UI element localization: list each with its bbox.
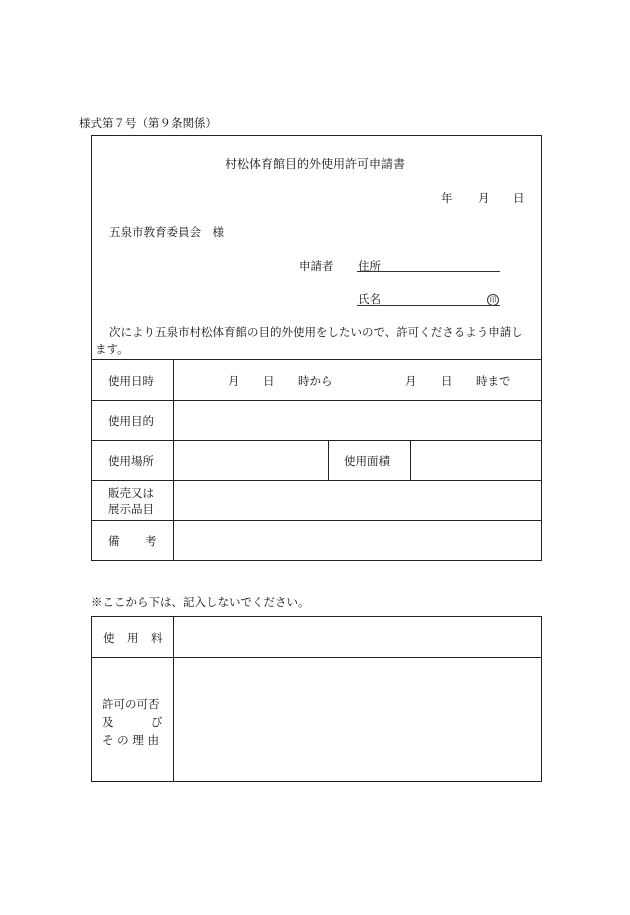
seal-mark: 印 — [487, 294, 499, 306]
from-time-label: 時から — [298, 374, 333, 388]
name-label: 氏名 — [358, 292, 381, 306]
label-column-divider — [173, 616, 174, 782]
use-datetime-label: 使用日時 — [108, 374, 154, 388]
remarks-field[interactable] — [174, 521, 541, 560]
to-month-label: 月 — [405, 374, 417, 388]
applicant-label: 申請者 — [299, 259, 334, 273]
request-text-line1: 次により五泉市村松体育館の目的外使用をしたいので、許可くださるよう申請し — [109, 325, 523, 339]
from-day-label: 日 — [263, 374, 275, 388]
to-day-label: 日 — [441, 374, 453, 388]
from-month-label: 月 — [228, 374, 240, 388]
request-text-line2: ます。 — [95, 342, 129, 356]
place-field[interactable] — [174, 441, 328, 480]
addressee: 五泉市教育委員会 様 — [109, 225, 224, 239]
permit-label-line1: 許可の可否 — [102, 697, 160, 711]
sales-items-field[interactable] — [174, 481, 541, 520]
permit-label-line3: そ の 理 由 — [102, 733, 159, 747]
row-divider — [91, 657, 542, 658]
name-field[interactable] — [357, 305, 500, 306]
date-month-label: 月 — [478, 191, 490, 205]
remarks-label-a: 備 — [108, 534, 120, 548]
sales-label-line2: 展示品目 — [108, 502, 154, 516]
address-label: 住所 — [358, 259, 381, 273]
remarks-label-b: 考 — [145, 534, 157, 548]
area-label: 使用面積 — [344, 454, 390, 468]
office-use-note: ※ここから下は、記入しないでください。 — [91, 595, 310, 609]
purpose-label: 使用目的 — [108, 414, 154, 428]
date-day-label: 日 — [513, 191, 525, 205]
fee-label-b: 用 — [127, 631, 139, 645]
area-field[interactable] — [411, 441, 541, 480]
to-time-label: 時まで — [476, 374, 511, 388]
fee-label-c: 料 — [151, 631, 163, 645]
place-label: 使用場所 — [108, 454, 154, 468]
form-title: 村松体育館目的外使用許可申請書 — [225, 157, 406, 171]
purpose-field[interactable] — [174, 401, 541, 440]
form-number: 様式第７号（第９条関係） — [79, 116, 217, 130]
place-area-divider — [328, 440, 329, 480]
address-field[interactable] — [357, 271, 500, 272]
fee-label-a: 使 — [103, 631, 115, 645]
date-year-label: 年 — [441, 191, 453, 205]
permit-label-line2b: び — [151, 715, 163, 729]
permit-label-line2a: 及 — [102, 715, 114, 729]
sales-label-line1: 販売又は — [108, 486, 154, 500]
